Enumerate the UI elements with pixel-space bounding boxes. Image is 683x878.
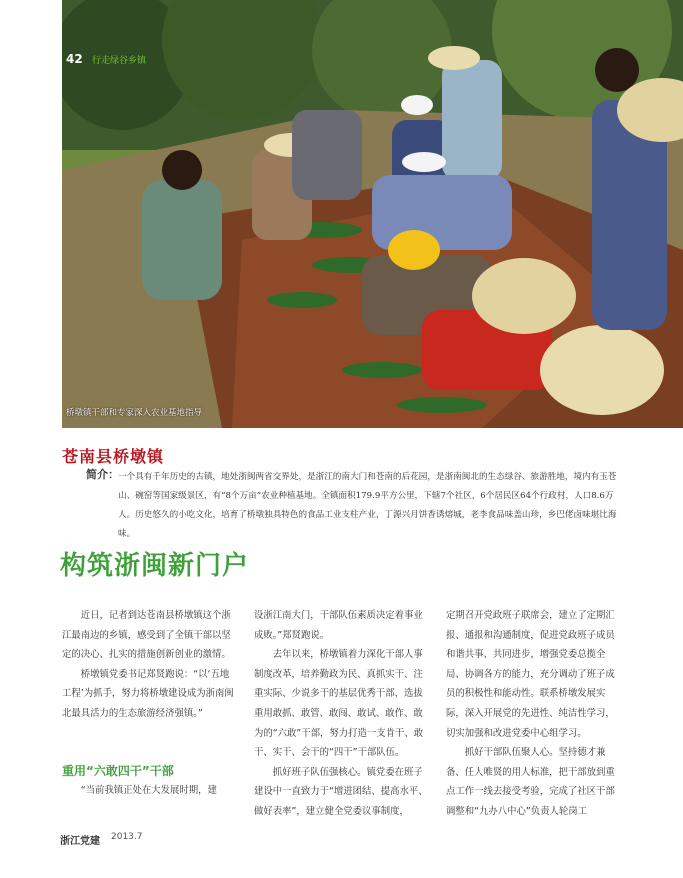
photo-caption: 桥墩镇干部和专家深入农业基地指导 — [66, 408, 203, 418]
article-column-2 — [254, 606, 430, 822]
section-subhead: 重用“六敢四干”干部 — [62, 764, 174, 778]
paragraph: 定期召开党政班子联席会，建立了定期汇报、通报和沟通制度，促进党政班子成员和谐共事、共同进步，增强党委总揽全局、协调各方的能力，充分调动了班子成员的积极性和能动性。联系桥墩发展实际，深入开展党的先进性、纯洁性学习，切实加强和改进党委中心组学习。 — [446, 610, 615, 739]
farm-workers-photo — [62, 0, 683, 428]
cover-photo — [62, 0, 683, 428]
article-headline: 构筑浙闽新门户 — [60, 551, 250, 581]
intro-label: 简介： — [86, 468, 119, 481]
paragraph: 抓好班子队伍强核心。镇党委在班子建设中一直致力于“增进团结、提高水平、做好表率”，建立健全党委议事制度， — [254, 766, 428, 817]
issue-date: 2013.7 — [111, 832, 143, 842]
article-column-1 — [62, 606, 238, 724]
section-label: 行走绿谷乡镇 — [92, 56, 147, 66]
town-title: 苍南县桥墩镇 — [62, 447, 165, 466]
paragraph: “当前我镇正处在大发展时期，建 — [80, 785, 217, 796]
paragraph: 设浙江南大门，干部队伍素质决定着事业成败。”郑贤跑说。 — [254, 610, 423, 641]
article-column-3 — [446, 606, 622, 822]
paragraph: 桥墩镇党委书记郑贤跑说：“以‘五地工程’为抓手，努力将桥墩建设成为浙南闽北最具活力的生态旅游经济强镇。” — [62, 668, 234, 719]
magazine-name: 浙江党建 — [60, 836, 100, 847]
intro-text: 一个具有千年历史的古镇，地处浙闽两省交界处，是浙江的南大门和苍南的后花园，是浙南闽北的生态绿谷、旅游胜地，境内有玉苍山、碗窑等国家级景区，有“8个万亩”农业种植基地。全镇面积179.9平方公里，下辖7个社区，6个居民区64个行政村，人口8.6万人。历史悠久的小吃文化，培育了桥墩独具特色的食品工业支柱产业，丁源兴月饼香诱熔城，老李食品味盖山珍，乡巴佬卤味堪比海味。 — [118, 472, 617, 539]
paragraph: 去年以来，桥墩镇着力深化干部人事制度改革，培养勤政为民、真抓实干、注重实际、少说多干的基层优秀干部，选拔重用敢抓、敢管、敢闯、敢试、敢作、敢为的“六敢”干部，努力打造一支肯干、敢干、实干、会干的“四干”干部队伍。 — [254, 649, 424, 759]
paragraph: 近日，记者到达苍南县桥墩镇这个浙江最南边的乡镇，感受到了全镇干部以坚定的决心、扎实的措施创新创业的激情。 — [62, 610, 231, 661]
page-number: 42 — [66, 52, 83, 66]
paragraph: 抓好干部队伍聚人心。坚持德才兼备、任人唯贤的用人标准，把干部放到重点工作一线去接受考验，完成了社区干部调整和“九办八中心”负责人轮岗工 — [446, 747, 615, 817]
